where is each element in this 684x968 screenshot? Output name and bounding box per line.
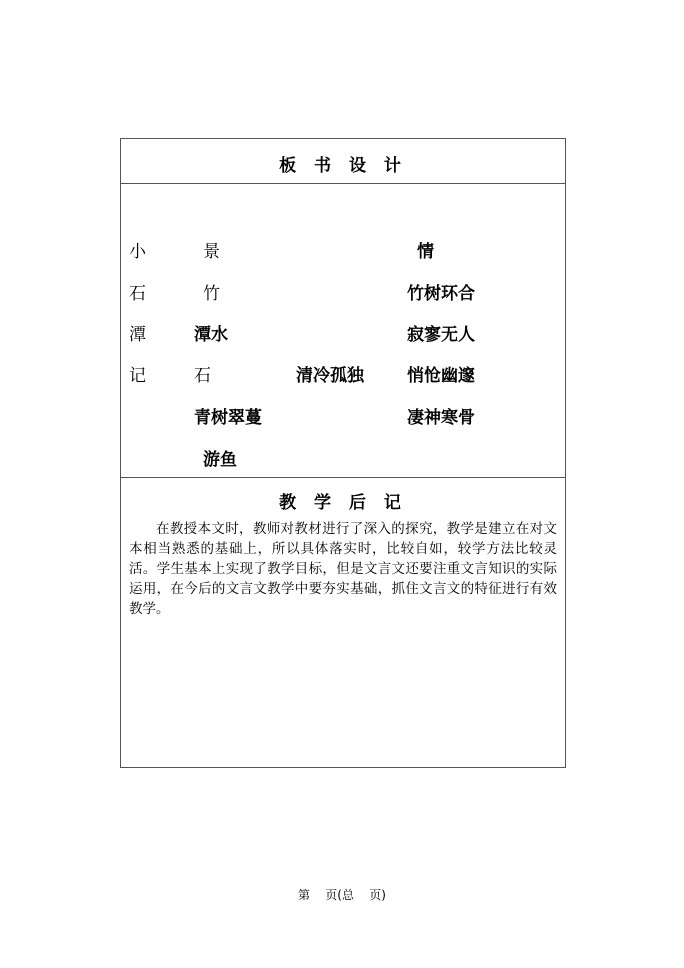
postscript-title: 教 学 后 记 — [279, 493, 407, 513]
board-design-title: 板 书 设 计 — [279, 156, 407, 176]
board-col2-row0: 景 — [203, 242, 220, 262]
board-col3-row3: 清冷孤独 — [296, 366, 364, 386]
board-col2-row4: 青树翠蔓 — [194, 408, 262, 428]
board-col2-row1: 竹 — [203, 284, 220, 304]
board-col4-row0: 情 — [417, 242, 434, 262]
board-col2-row5: 游鱼 — [203, 450, 237, 470]
board-col2-row3: 石 — [194, 366, 211, 386]
title-divider — [121, 183, 565, 184]
board-col4-row4: 凄神寒骨 — [407, 408, 475, 428]
board-col2-row2: 潭水 — [194, 325, 228, 345]
postscript-body: 在教授本文时，教师对教材进行了深入的探究，教学是建立在对文本相当熟悉的基础上，所以具体落实时，比较自如，较学方法比较灵活。学生基本上实现了教学目标，但是文言文还要注重文言知识的实际运用，在今后的文言文教学中要夯实基础，抓住文言文的特征进行有效教学。 — [129, 521, 557, 617]
section-divider — [121, 477, 565, 478]
board-col4-row2: 寂寥无人 — [407, 325, 475, 345]
board-col4-row1: 竹树环合 — [407, 284, 475, 304]
board-col1-row3: 记 — [129, 366, 146, 386]
board-col1-row1: 石 — [129, 284, 146, 304]
lesson-page-frame — [120, 138, 566, 768]
board-col1-row2: 潭 — [129, 325, 146, 345]
page-footer — [0, 886, 684, 903]
board-col1-row0: 小 — [129, 242, 146, 262]
page-count-label: 第 页(总 页) — [298, 888, 386, 902]
board-col4-row3: 悄怆幽邃 — [407, 366, 475, 386]
